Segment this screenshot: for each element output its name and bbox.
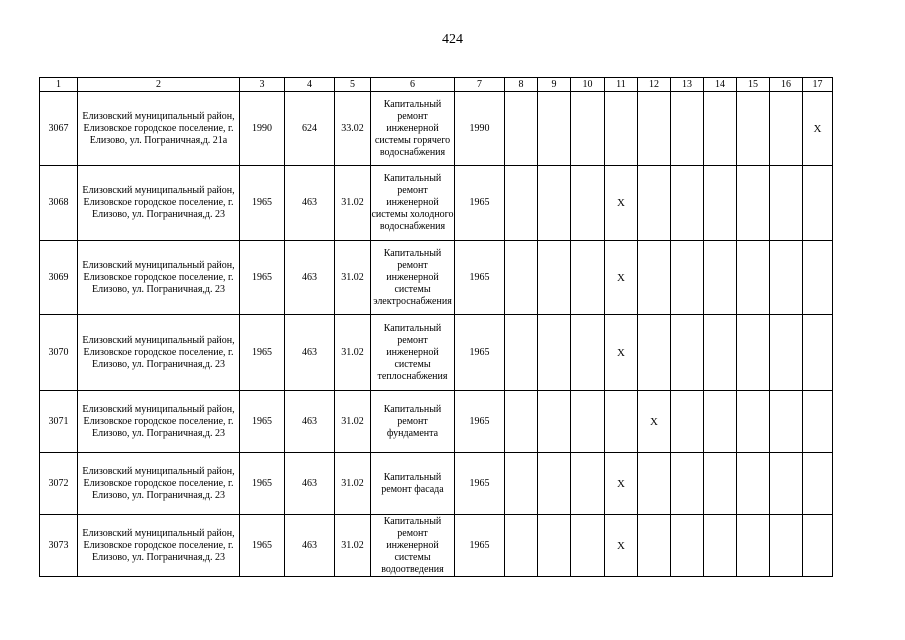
mark-cell [770, 92, 803, 166]
address-cell: Елизовский муниципальный район, Елизовское городское поселение, г. Елизово, ул. Пограничная,д. 23 [78, 391, 240, 453]
code-cell: 31.02 [335, 241, 371, 315]
mark-cell [571, 453, 605, 515]
mark-cell [571, 515, 605, 577]
mark-cell [737, 166, 770, 241]
mark-cell [538, 315, 571, 391]
year-built-cell: 1965 [240, 315, 285, 391]
mark-cell [505, 315, 538, 391]
header-cell: 5 [335, 78, 371, 92]
table-row [40, 391, 833, 453]
value-cell: 463 [285, 315, 335, 391]
code-cell: 31.02 [335, 315, 371, 391]
mark-cell [704, 453, 737, 515]
mark-cell [704, 391, 737, 453]
header-cell: 12 [638, 78, 671, 92]
mark-cell: X [638, 391, 671, 453]
year-built-cell: 1965 [240, 166, 285, 241]
mark-cell [770, 315, 803, 391]
year-cell: 1990 [455, 92, 505, 166]
value-cell: 624 [285, 92, 335, 166]
mark-cell [538, 515, 571, 577]
table-row [40, 515, 833, 577]
work-type-cell: Капитальный ремонт инженерной системы теплоснабжения [371, 315, 455, 391]
mark-cell [671, 315, 704, 391]
work-type-cell: Капитальный ремонт инженерной системы электроснабжения [371, 241, 455, 315]
header-cell: 6 [371, 78, 455, 92]
table-row [40, 166, 833, 241]
header-cell: 16 [770, 78, 803, 92]
mark-cell [638, 166, 671, 241]
mark-cell [505, 515, 538, 577]
header-cell: 14 [704, 78, 737, 92]
mark-cell: X [605, 315, 638, 391]
year-cell: 1965 [455, 515, 505, 577]
row-number-cell: 3069 [40, 241, 78, 315]
mark-cell [770, 241, 803, 315]
header-cell: 4 [285, 78, 335, 92]
mark-cell [803, 315, 833, 391]
mark-cell [638, 515, 671, 577]
mark-cell [737, 315, 770, 391]
table-row [40, 315, 833, 391]
mark-cell [770, 391, 803, 453]
year-built-cell: 1965 [240, 453, 285, 515]
mark-cell [803, 166, 833, 241]
value-cell: 463 [285, 391, 335, 453]
mark-cell [737, 92, 770, 166]
mark-cell [803, 453, 833, 515]
header-cell: 2 [78, 78, 240, 92]
address-cell: Елизовский муниципальный район, Елизовское городское поселение, г. Елизово, ул. Пограничная,д. 21а [78, 92, 240, 166]
table-row [40, 453, 833, 515]
mark-cell: X [605, 515, 638, 577]
mark-cell [704, 315, 737, 391]
mark-cell [704, 515, 737, 577]
code-cell: 31.02 [335, 515, 371, 577]
work-type-cell: Капитальный ремонт инженерной системы горячего водоснабжения [371, 92, 455, 166]
mark-cell [737, 391, 770, 453]
mark-cell [770, 515, 803, 577]
page-number: 424 [442, 32, 463, 47]
year-cell: 1965 [455, 315, 505, 391]
mark-cell [803, 241, 833, 315]
mark-cell [803, 515, 833, 577]
header-cell: 3 [240, 78, 285, 92]
row-number-cell: 3073 [40, 515, 78, 577]
mark-cell [605, 92, 638, 166]
work-type-cell: Капитальный ремонт инженерной системы водоотведения [371, 515, 455, 577]
mark-cell [538, 453, 571, 515]
value-cell: 463 [285, 515, 335, 577]
header-cell: 1 [40, 78, 78, 92]
address-cell: Елизовский муниципальный район, Елизовское городское поселение, г. Елизово, ул. Пограничная,д. 23 [78, 241, 240, 315]
table-body [40, 92, 833, 577]
mark-cell [671, 515, 704, 577]
mark-cell [505, 391, 538, 453]
table-row [40, 241, 833, 315]
address-cell: Елизовский муниципальный район, Елизовское городское поселение, г. Елизово, ул. Пограничная,д. 23 [78, 515, 240, 577]
row-number-cell: 3072 [40, 453, 78, 515]
mark-cell [638, 241, 671, 315]
year-cell: 1965 [455, 391, 505, 453]
address-cell: Елизовский муниципальный район, Елизовское городское поселение, г. Елизово, ул. Пограничная,д. 23 [78, 166, 240, 241]
code-cell: 31.02 [335, 391, 371, 453]
year-built-cell: 1965 [240, 241, 285, 315]
header-cell: 8 [505, 78, 538, 92]
mark-cell: X [803, 92, 833, 166]
header-row [40, 78, 833, 92]
row-number-cell: 3068 [40, 166, 78, 241]
year-cell: 1965 [455, 241, 505, 315]
row-number-cell: 3070 [40, 315, 78, 391]
mark-cell [638, 92, 671, 166]
mark-cell [605, 391, 638, 453]
mark-cell [505, 453, 538, 515]
mark-cell [638, 315, 671, 391]
header-cell: 11 [605, 78, 638, 92]
mark-cell: X [605, 166, 638, 241]
row-number-cell: 3071 [40, 391, 78, 453]
header-cell: 13 [671, 78, 704, 92]
header-cell: 10 [571, 78, 605, 92]
mark-cell [571, 92, 605, 166]
work-type-cell: Капитальный ремонт фундамента [371, 391, 455, 453]
mark-cell [538, 241, 571, 315]
mark-cell [737, 241, 770, 315]
mark-cell [770, 166, 803, 241]
year-cell: 1965 [455, 453, 505, 515]
mark-cell [737, 515, 770, 577]
mark-cell: X [605, 453, 638, 515]
mark-cell [538, 391, 571, 453]
value-cell: 463 [285, 453, 335, 515]
row-number-cell: 3067 [40, 92, 78, 166]
mark-cell [704, 92, 737, 166]
mark-cell [737, 453, 770, 515]
year-cell: 1965 [455, 166, 505, 241]
mark-cell [671, 391, 704, 453]
mark-cell [571, 166, 605, 241]
header-cell: 17 [803, 78, 833, 92]
value-cell: 463 [285, 166, 335, 241]
mark-cell [571, 241, 605, 315]
year-built-cell: 1965 [240, 515, 285, 577]
table-row [40, 92, 833, 166]
mark-cell [505, 92, 538, 166]
mark-cell [538, 92, 571, 166]
header-cell: 9 [538, 78, 571, 92]
address-cell: Елизовский муниципальный район, Елизовское городское поселение, г. Елизово, ул. Пограничная,д. 23 [78, 453, 240, 515]
mark-cell [671, 453, 704, 515]
mark-cell [571, 315, 605, 391]
mark-cell [505, 241, 538, 315]
mark-cell [671, 166, 704, 241]
mark-cell [803, 391, 833, 453]
year-built-cell: 1965 [240, 391, 285, 453]
work-type-cell: Капитальный ремонт инженерной системы холодного водоснабжения [371, 166, 455, 241]
mark-cell: X [605, 241, 638, 315]
address-cell: Елизовский муниципальный район, Елизовское городское поселение, г. Елизово, ул. Пограничная,д. 23 [78, 315, 240, 391]
repair-register-table [39, 77, 833, 577]
mark-cell [638, 453, 671, 515]
work-type-cell: Капитальный ремонт фасада [371, 453, 455, 515]
mark-cell [704, 166, 737, 241]
mark-cell [770, 453, 803, 515]
mark-cell [571, 391, 605, 453]
mark-cell [704, 241, 737, 315]
header-cell: 15 [737, 78, 770, 92]
mark-cell [671, 241, 704, 315]
mark-cell [505, 166, 538, 241]
code-cell: 31.02 [335, 453, 371, 515]
mark-cell [538, 166, 571, 241]
value-cell: 463 [285, 241, 335, 315]
code-cell: 31.02 [335, 166, 371, 241]
header-cell: 7 [455, 78, 505, 92]
code-cell: 33.02 [335, 92, 371, 166]
mark-cell [671, 92, 704, 166]
year-built-cell: 1990 [240, 92, 285, 166]
